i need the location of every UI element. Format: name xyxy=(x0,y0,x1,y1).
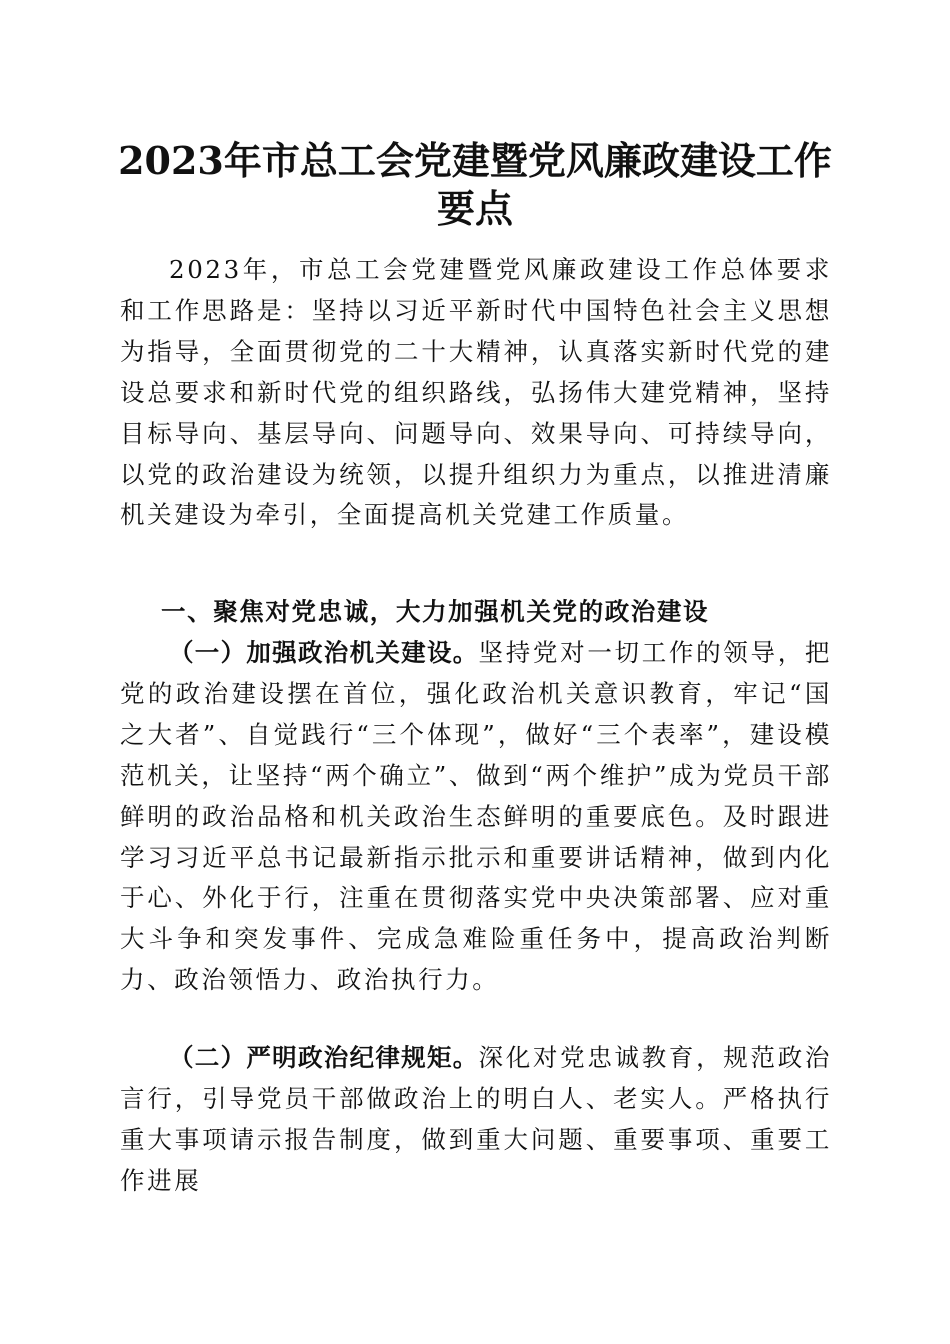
section-heading: 一、聚焦对党忠诚，大力加强机关党的政治建设 xyxy=(161,597,710,626)
item-text: 深化对党忠诚教育，规范政治言行，引导党员干部做政治上的明白人、老实人。严格执行重大事项请示报告制度，做到重大问题、重要事项、重要工作进展 xyxy=(120,1043,832,1195)
paragraph-item-1 xyxy=(120,633,832,1001)
item-text: 坚持党对一切工作的领导，把党的政治建设摆在首位，强化政治机关意识教育，牢记“国之大者”、自觉践行“三个体现”，做好“三个表率”，建设模范机关，让坚持“两个确立”、做到“两个维护”成为党员干部鲜明的政治品格和机关政治生态鲜明的重要底色。及时跟进学习习近平总书记最新指示批示和重要讲话精神，做到内化于心、外化于行，注重在贯彻落实党中央决策部署、应对重大斗争和突发事件、完成急难险重任务中，提高政治判断力、政治领悟力、政治执行力。 xyxy=(120,638,832,995)
item-subtitle: （二）严明政治纪律规矩。 xyxy=(169,1043,479,1072)
paragraph-item-2 xyxy=(120,1038,832,1202)
item-subtitle: （一）加强政治机关建设。 xyxy=(169,638,479,667)
intro-paragraph: 2023年，市总工会党建暨党风廉政建设工作总体要求和工作思路是：坚持以习近平新时代中国特色社会主义思想为指导，全面贯彻党的二十大精神，认真落实新时代党的建设总要求和新时代党的组织路线，弘扬伟大建党精神，坚持目标导向、基层导向、问题导向、效果导向、可持续导向，以党的政治建设为统领，以提升组织力为重点，以推进清廉机关建设为牵引，全面提高机关党建工作质量。 xyxy=(120,255,832,530)
document-title: 2023年市总工会党建暨党风廉政建设工作要点 xyxy=(118,138,832,231)
